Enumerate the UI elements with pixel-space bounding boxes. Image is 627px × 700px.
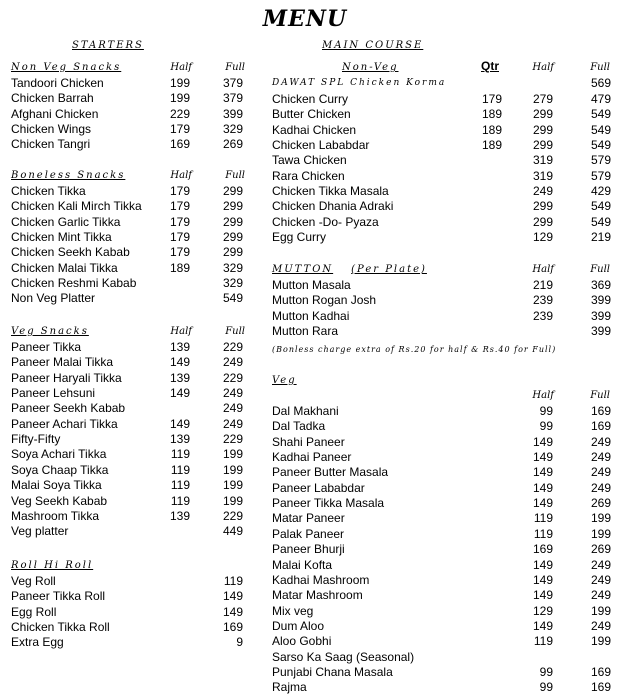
item-price-full: 399 bbox=[590, 293, 611, 308]
item-price-full: 249 bbox=[590, 618, 611, 633]
item-price-half: 279 bbox=[532, 92, 553, 106]
item-name: Paneer Haryali Tikka bbox=[11, 370, 122, 385]
item-price-half: 149 bbox=[532, 434, 553, 449]
mutton-subtitle: (Per Plate) bbox=[351, 264, 427, 275]
menu-item-row bbox=[11, 401, 261, 416]
item-name: Chicken Tikka bbox=[11, 184, 86, 198]
item-price-full: 169 bbox=[590, 419, 611, 434]
item-price-half: 239 bbox=[532, 293, 553, 308]
item-price-half: 299 bbox=[532, 199, 553, 214]
menu-item-row bbox=[11, 340, 261, 355]
item-price-full: 399 bbox=[590, 308, 611, 323]
item-price-half: 99 bbox=[539, 680, 553, 695]
item-name: Shahi Paneer bbox=[272, 434, 345, 449]
item-price-half: 119 bbox=[170, 493, 190, 508]
item-name: Chicken Garlic Tikka bbox=[11, 214, 121, 229]
menu-item-row bbox=[272, 634, 617, 649]
item-price-full: 249 bbox=[222, 386, 243, 401]
item-name: Matar Paneer bbox=[272, 511, 345, 526]
menu-item-row bbox=[11, 620, 261, 635]
menu-item-row bbox=[272, 588, 617, 603]
item-price-full: 199 bbox=[590, 526, 611, 541]
half-header: Half bbox=[170, 170, 192, 181]
item-price-full: 249 bbox=[590, 588, 611, 603]
menu-item-row bbox=[272, 309, 617, 324]
item-name: Rara Chicken bbox=[272, 168, 345, 183]
item-price-full: 379 bbox=[222, 91, 243, 106]
item-price-full: 579 bbox=[590, 168, 611, 183]
menu-item-row bbox=[272, 619, 617, 634]
item-price-full: 229 bbox=[222, 508, 243, 523]
item-price-full: 229 bbox=[222, 370, 243, 385]
item-price-qtr: 189 bbox=[481, 122, 502, 137]
roll-hi-roll-title bbox=[11, 560, 93, 571]
menu-item-row bbox=[272, 153, 612, 168]
item-name: Mashroom Tikka bbox=[11, 508, 100, 523]
item-price-half: 169 bbox=[532, 542, 553, 557]
menu-item-row bbox=[11, 199, 261, 214]
menu-item-row bbox=[272, 278, 617, 293]
menu-item-row bbox=[272, 107, 612, 122]
item-price-full: 269 bbox=[222, 137, 243, 152]
item-price-full: 249 bbox=[590, 557, 611, 572]
item-price-half: 129 bbox=[532, 230, 553, 245]
item-name: Malai Kofta bbox=[272, 557, 333, 572]
item-name: Punjabi Chana Masala bbox=[272, 664, 393, 679]
item-price-half: 139 bbox=[169, 370, 190, 385]
mutton-title-text: MUTTON bbox=[272, 264, 334, 275]
item-price-half: 179 bbox=[169, 199, 190, 214]
item-name: Chicken Wings bbox=[11, 122, 92, 137]
half-header: Half bbox=[170, 62, 192, 73]
menu-item-row bbox=[272, 419, 617, 434]
menu-item-row bbox=[11, 509, 261, 524]
item-name: Matar Mashroom bbox=[272, 588, 363, 603]
full-header: Full bbox=[590, 62, 610, 73]
item-price-half: 119 bbox=[533, 511, 553, 526]
full-header: Full bbox=[225, 326, 245, 337]
menu-item-row bbox=[11, 371, 261, 386]
menu-item-row bbox=[272, 680, 617, 695]
item-name: Mutton Kadhai bbox=[272, 308, 350, 323]
item-price-full: 569 bbox=[590, 76, 611, 90]
item-name: Dal Tadka bbox=[272, 419, 326, 434]
item-price-full: 549 bbox=[222, 291, 243, 306]
item-name: Chicken Curry bbox=[272, 92, 349, 106]
menu-item-row bbox=[11, 524, 261, 539]
main-course-heading: MAIN COURSE bbox=[322, 40, 424, 51]
non-veg-title-text: Non-Veg bbox=[342, 62, 399, 73]
item-price-full: 299 bbox=[222, 214, 243, 229]
item-price-half: 149 bbox=[532, 588, 553, 603]
item-price-full: 199 bbox=[590, 511, 611, 526]
item-name: Mutton Rogan Josh bbox=[272, 293, 377, 308]
item-price-full: 369 bbox=[590, 278, 611, 292]
item-price-full: 229 bbox=[222, 340, 243, 354]
item-price-full: 249 bbox=[590, 465, 611, 480]
menu-item-row bbox=[11, 276, 261, 291]
item-price-price: 149 bbox=[222, 589, 243, 604]
menu-item-row bbox=[272, 76, 612, 91]
item-name: Paneer Seekh Kabab bbox=[11, 401, 126, 416]
item-price-full: 249 bbox=[222, 416, 243, 431]
full-header: Full bbox=[225, 62, 245, 73]
menu-item-row bbox=[272, 481, 617, 496]
item-price-price: 149 bbox=[222, 604, 243, 619]
item-price-half: 149 bbox=[532, 465, 553, 480]
item-name: Non Veg Platter bbox=[11, 291, 96, 306]
item-price-full: 549 bbox=[590, 138, 611, 153]
item-name: Chicken Tangri bbox=[11, 137, 91, 152]
menu-item-row bbox=[11, 635, 261, 650]
menu-item-row bbox=[272, 169, 612, 184]
item-name: DAWAT SPL Chicken Korma bbox=[272, 78, 447, 88]
item-price-half: 119 bbox=[170, 462, 190, 477]
menu-item-row bbox=[11, 589, 261, 604]
item-price-full: 549 bbox=[590, 107, 611, 122]
item-name: Egg Curry bbox=[272, 230, 327, 245]
item-price-half: 119 bbox=[533, 526, 553, 541]
menu-item-row bbox=[272, 230, 612, 245]
item-price-half: 239 bbox=[532, 308, 553, 323]
item-name: Chicken Tikka Masala bbox=[272, 184, 389, 199]
item-price-half: 249 bbox=[532, 184, 553, 199]
item-price-qtr: 189 bbox=[481, 138, 502, 153]
item-name: Paneer Achari Tikka bbox=[11, 416, 118, 431]
item-price-full: 199 bbox=[222, 478, 243, 493]
menu-item-row bbox=[272, 511, 617, 526]
menu-item-row bbox=[11, 245, 261, 260]
non-veg-snacks-title bbox=[11, 62, 121, 73]
menu-item-row bbox=[11, 184, 261, 199]
starters-heading: STARTERS bbox=[72, 40, 144, 51]
veg-snacks-title bbox=[11, 326, 89, 337]
item-price-full: 269 bbox=[590, 496, 611, 511]
item-price-full: 329 bbox=[222, 260, 243, 275]
item-price-half: 299 bbox=[532, 107, 553, 122]
item-price-full: 399 bbox=[222, 106, 243, 121]
menu-item-row bbox=[272, 496, 617, 511]
item-price-half: 179 bbox=[169, 245, 190, 260]
menu-item-row bbox=[272, 92, 612, 107]
item-price-full: 299 bbox=[222, 245, 243, 260]
item-price-full: 549 bbox=[590, 214, 611, 229]
menu-item-row bbox=[11, 230, 261, 245]
item-price-half: 169 bbox=[169, 137, 190, 152]
non-veg-snacks-title-text: Non Veg Snacks bbox=[11, 62, 122, 73]
roll-hi-roll-title-text: Roll Hi Roll bbox=[11, 560, 94, 571]
item-price-full: 479 bbox=[590, 92, 611, 106]
item-name: Paneer Bhurji bbox=[272, 542, 345, 557]
item-price-full: 549 bbox=[590, 122, 611, 137]
full-header: Full bbox=[225, 170, 245, 181]
item-price-half: 149 bbox=[532, 480, 553, 495]
item-name: Paneer Butter Masala bbox=[272, 465, 389, 480]
item-price-full: 169 bbox=[590, 664, 611, 679]
menu-item-row bbox=[11, 355, 261, 370]
menu-item-row bbox=[272, 650, 617, 665]
boneless-snacks-title-text: Boneless Snacks bbox=[11, 170, 126, 181]
veg-snacks-title-text: Veg Snacks bbox=[11, 326, 89, 337]
item-name: Chicken Reshmi Kabab bbox=[11, 276, 137, 291]
item-price-full: 199 bbox=[222, 493, 243, 508]
item-price-half: 149 bbox=[169, 416, 190, 431]
item-price-price: 169 bbox=[222, 620, 243, 635]
veg-title bbox=[272, 375, 297, 386]
item-name: Butter Chicken bbox=[272, 107, 351, 122]
item-name: Afghani Chicken bbox=[11, 106, 99, 121]
half-header: Half bbox=[532, 264, 554, 275]
item-name: Egg Roll bbox=[11, 604, 57, 619]
item-price-full: 169 bbox=[590, 404, 611, 418]
item-price-half: 99 bbox=[539, 664, 553, 679]
half-header: Half bbox=[170, 326, 192, 337]
item-name: Chicken Mint Tikka bbox=[11, 230, 112, 245]
item-name: Fifty-Fifty bbox=[11, 432, 61, 447]
item-price-full: 269 bbox=[590, 542, 611, 557]
item-name: Veg Roll bbox=[11, 574, 56, 588]
item-name: Paneer Malai Tikka bbox=[11, 355, 114, 370]
item-price-full: 329 bbox=[222, 122, 243, 137]
item-price-full: 249 bbox=[590, 434, 611, 449]
boneless-charge-note: (Bonless charge extra of Rs.20 for half & Rs.40 for Full) bbox=[272, 345, 557, 354]
item-name: Rajma bbox=[272, 680, 307, 695]
item-name: Tawa Chicken bbox=[272, 153, 347, 168]
menu-item-row bbox=[272, 665, 617, 680]
item-name: Paneer Tikka bbox=[11, 340, 82, 354]
menu-item-row bbox=[272, 465, 617, 480]
item-price-full: 299 bbox=[222, 184, 243, 198]
item-price-half: 219 bbox=[532, 278, 553, 292]
item-name: Veg platter bbox=[11, 524, 69, 539]
item-name: Sarso Ka Saag (Seasonal) bbox=[272, 649, 415, 664]
menu-item-row bbox=[11, 122, 261, 137]
menu-item-row bbox=[272, 138, 612, 153]
item-price-half: 299 bbox=[532, 214, 553, 229]
item-name: Chicken Dhania Adraki bbox=[272, 199, 394, 214]
qtr-header: Qtr bbox=[481, 59, 499, 73]
item-price-half: 189 bbox=[169, 260, 190, 275]
menu-item-row bbox=[272, 435, 617, 450]
item-price-full: 449 bbox=[222, 524, 243, 539]
item-name: Mutton Rara bbox=[272, 324, 339, 339]
item-price-half: 149 bbox=[532, 496, 553, 511]
item-price-half: 229 bbox=[169, 106, 190, 121]
menu-item-row bbox=[272, 558, 617, 573]
half-header: Half bbox=[532, 390, 554, 401]
item-price-full: 169 bbox=[590, 680, 611, 695]
menu-item-row bbox=[11, 447, 261, 462]
menu-item-row bbox=[11, 432, 261, 447]
item-price-half: 319 bbox=[532, 168, 553, 183]
menu-item-row bbox=[272, 215, 612, 230]
item-name: Extra Egg bbox=[11, 635, 64, 650]
menu-item-row bbox=[11, 261, 261, 276]
item-price-full: 579 bbox=[590, 153, 611, 168]
menu-item-row bbox=[11, 137, 261, 152]
item-name: Kadhai Chicken bbox=[272, 122, 357, 137]
item-price-half: 99 bbox=[539, 404, 553, 418]
item-price-half: 149 bbox=[169, 386, 190, 401]
non-veg-title bbox=[342, 62, 399, 73]
menu-item-row bbox=[11, 107, 261, 122]
menu-item-row bbox=[272, 573, 617, 588]
item-name: Soya Achari Tikka bbox=[11, 447, 107, 462]
item-price-half: 139 bbox=[169, 508, 190, 523]
menu-item-row bbox=[272, 199, 612, 214]
item-price-full: 199 bbox=[590, 634, 611, 649]
item-price-price: 119 bbox=[223, 574, 243, 588]
half-header: Half bbox=[532, 62, 554, 73]
item-name: Dum Aloo bbox=[272, 618, 325, 633]
item-price-full: 379 bbox=[222, 76, 243, 90]
item-name: Chicken Lababdar bbox=[272, 138, 370, 153]
item-price-full: 249 bbox=[222, 401, 243, 416]
item-price-full: 399 bbox=[590, 324, 611, 339]
item-price-full: 199 bbox=[222, 447, 243, 462]
item-price-half: 179 bbox=[169, 122, 190, 137]
item-name: Kadhai Paneer bbox=[272, 450, 352, 465]
item-price-full: 219 bbox=[590, 230, 611, 245]
item-price-half: 129 bbox=[532, 603, 553, 618]
menu-item-row bbox=[272, 527, 617, 542]
item-price-half: 99 bbox=[539, 419, 553, 434]
menu-item-row bbox=[11, 91, 261, 106]
item-name: Paneer Lababdar bbox=[272, 480, 365, 495]
item-price-qtr: 179 bbox=[481, 92, 502, 106]
item-name: Paneer Tikka Masala bbox=[272, 496, 385, 511]
menu-item-row bbox=[11, 574, 261, 589]
item-price-full: 299 bbox=[222, 230, 243, 245]
item-price-full: 229 bbox=[222, 432, 243, 447]
full-header: Full bbox=[590, 390, 610, 401]
menu-item-row bbox=[11, 386, 261, 401]
item-name: Aloo Gobhi bbox=[272, 634, 332, 649]
item-name: Veg Seekh Kabab bbox=[11, 493, 108, 508]
item-name: Chicken Seekh Kabab bbox=[11, 245, 130, 260]
item-price-half: 139 bbox=[169, 432, 190, 447]
item-name: Mix veg bbox=[272, 603, 314, 618]
menu-item-row bbox=[11, 215, 261, 230]
item-price-full: 429 bbox=[590, 184, 611, 199]
menu-item-row bbox=[11, 417, 261, 432]
item-price-half: 179 bbox=[169, 184, 190, 198]
item-price-half: 149 bbox=[532, 450, 553, 465]
menu-item-row bbox=[11, 605, 261, 620]
item-price-half: 179 bbox=[169, 214, 190, 229]
menu-item-row bbox=[11, 76, 261, 91]
item-price-half: 149 bbox=[532, 572, 553, 587]
item-price-full: 249 bbox=[590, 450, 611, 465]
boneless-snacks-title bbox=[11, 170, 125, 181]
menu-item-row bbox=[272, 184, 612, 199]
item-price-half: 319 bbox=[532, 153, 553, 168]
item-name: Tandoori Chicken bbox=[11, 76, 104, 90]
item-name: Paneer Tikka Roll bbox=[11, 589, 106, 604]
menu-item-row bbox=[272, 404, 617, 419]
item-name: Soya Chaap Tikka bbox=[11, 462, 109, 477]
menu-item-row bbox=[272, 542, 617, 557]
menu-item-row bbox=[272, 604, 617, 619]
item-name: Paneer Lehsuni bbox=[11, 386, 96, 401]
item-name: Chicken Barrah bbox=[11, 91, 94, 106]
item-price-half: 139 bbox=[169, 340, 190, 354]
item-price-full: 329 bbox=[222, 276, 243, 291]
item-price-half: 149 bbox=[169, 355, 190, 370]
veg-title-text: Veg bbox=[272, 375, 297, 386]
item-price-full: 249 bbox=[222, 355, 243, 370]
menu-item-row bbox=[272, 450, 617, 465]
item-name: Dal Makhani bbox=[272, 404, 339, 418]
menu-item-row bbox=[11, 494, 261, 509]
item-price-half: 119 bbox=[170, 478, 190, 493]
item-name: Kadhai Mashroom bbox=[272, 572, 370, 587]
item-price-half: 199 bbox=[169, 76, 190, 90]
menu-item-row bbox=[272, 293, 617, 308]
item-price-half: 299 bbox=[532, 122, 553, 137]
item-name: Chicken Malai Tikka bbox=[11, 260, 118, 275]
item-name: Palak Paneer bbox=[272, 526, 345, 541]
item-price-price: 9 bbox=[236, 635, 243, 650]
mutton-title bbox=[272, 264, 427, 275]
full-header: Full bbox=[590, 264, 610, 275]
item-price-full: 549 bbox=[590, 199, 611, 214]
item-name: Chicken -Do- Pyaza bbox=[272, 214, 379, 229]
menu-item-row bbox=[11, 463, 261, 478]
item-price-half: 119 bbox=[170, 447, 190, 462]
item-price-qtr: 189 bbox=[481, 107, 502, 122]
item-price-half: 199 bbox=[169, 91, 190, 106]
item-name: Malai Soya Tikka bbox=[11, 478, 102, 493]
item-price-half: 299 bbox=[532, 138, 553, 153]
item-price-full: 249 bbox=[590, 480, 611, 495]
menu-item-row bbox=[11, 291, 261, 306]
item-price-full: 199 bbox=[590, 603, 611, 618]
menu-item-row bbox=[272, 123, 612, 138]
item-price-full: 249 bbox=[590, 572, 611, 587]
menu-title: MENU bbox=[262, 6, 348, 32]
item-price-half: 149 bbox=[532, 618, 553, 633]
item-price-half: 179 bbox=[169, 230, 190, 245]
item-name: Chicken Tikka Roll bbox=[11, 620, 110, 635]
item-price-half: 149 bbox=[532, 557, 553, 572]
item-price-full: 199 bbox=[222, 462, 243, 477]
menu-item-row bbox=[11, 478, 261, 493]
item-price-half: 119 bbox=[533, 634, 553, 649]
menu-item-row bbox=[272, 324, 617, 339]
item-name: Mutton Masala bbox=[272, 278, 351, 292]
item-name: Chicken Kali Mirch Tikka bbox=[11, 199, 142, 214]
item-price-full: 299 bbox=[222, 199, 243, 214]
